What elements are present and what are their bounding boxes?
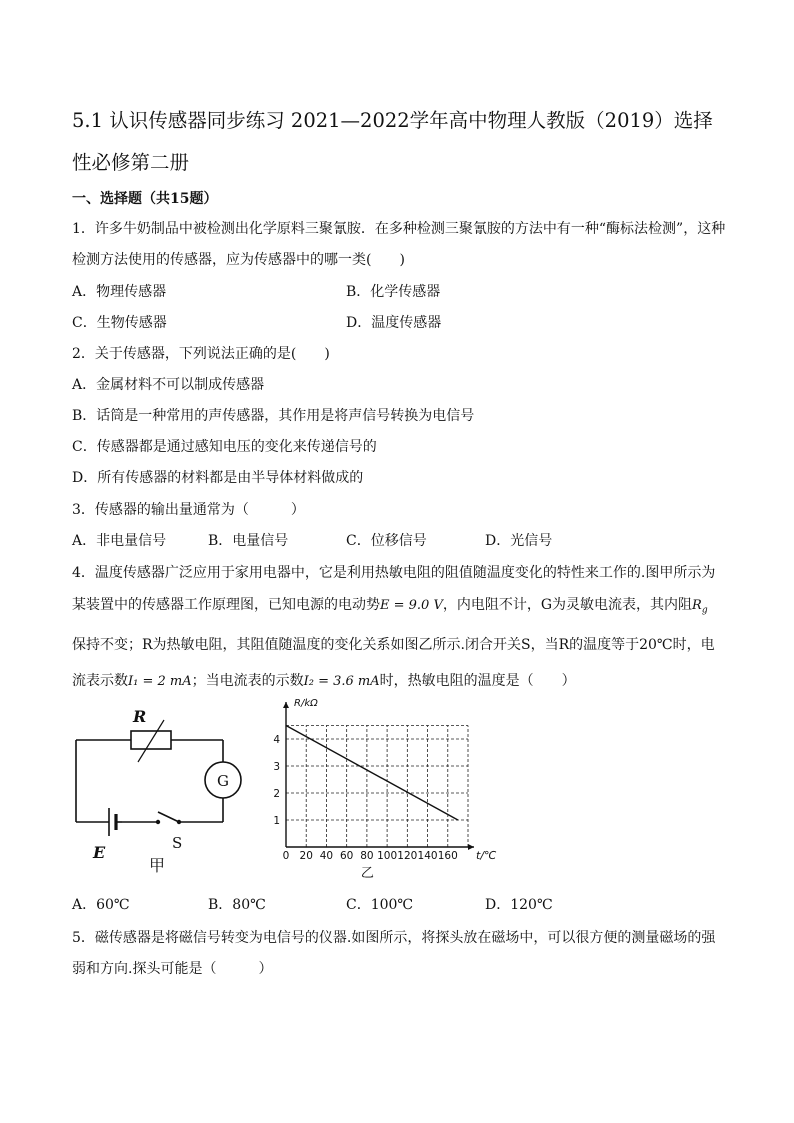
chart-caption: 乙	[360, 866, 374, 881]
section-heading: 一、选择题（共15题）	[72, 191, 218, 207]
question-4-text: 某装置中的传感器工作原理图，已知电源的电动势	[72, 597, 380, 613]
document-title: 5.1 认识传感器同步练习 2021—2022学年高中物理人教版（2019）选择性必修第二册	[72, 109, 713, 174]
question-1-option-c: C．生物传感器	[72, 315, 167, 331]
question-1-stem-line-1: 1．许多牛奶制品中被检测出化学原料三聚氰胺．在多种检测三聚氰胺的方法中有一种“酶标法检测”，这种	[72, 221, 726, 237]
question-2-option-a: A．金属材料不可以制成传感器	[72, 377, 265, 393]
resistance-temperature-chart	[268, 698, 497, 881]
galvanometer-label: G	[217, 772, 229, 790]
y-tick-label: 3	[273, 761, 280, 773]
question-4-stem-line-1: 4．温度传感器广泛应用于家用电器中，它是利用热敏电阻的阻值随温度变化的特性来工作的.图甲所示为	[72, 565, 716, 581]
resistance-subscript: g	[701, 605, 708, 616]
question-3-option-d: D．光信号	[485, 533, 553, 549]
switch-label: S	[172, 834, 183, 852]
question-4-option-b: B．80℃	[208, 897, 266, 913]
question-3-option-c: C．位移信号	[346, 533, 427, 549]
y-axis-title: R/kΩ	[294, 698, 318, 709]
question-3-stem: 3．传感器的输出量通常为（ ）	[72, 502, 305, 518]
question-1-option-d: D．温度传感器	[346, 315, 442, 331]
question-2-option-b: B．话筒是一种常用的声传感器，其作用是将声信号转换为电信号	[72, 408, 475, 424]
emf-value: E = 9.0 V	[380, 598, 443, 613]
question-4-stem-line-2	[72, 594, 708, 616]
question-4-stem-line-3: 保持不变；R为热敏电阻，其阻值随温度的变化关系如图乙所示.闭合开关S，当R的温度等于20℃时，电	[72, 637, 715, 653]
question-4-text: ，内电阻不计，G为灵敏电流表，其内阻	[442, 597, 693, 613]
x-axis-title: t/℃	[476, 849, 497, 862]
question-1-stem-line-2: 检测方法使用的传感器，应为传感器中的哪一类( )	[72, 252, 405, 268]
x-tick-label: 140	[417, 850, 438, 862]
x-tick-label: 80	[360, 850, 374, 862]
resistance-symbol: R	[692, 598, 702, 613]
question-4-option-a: A．60℃	[72, 897, 130, 913]
question-1-option-b: B．化学传感器	[346, 284, 441, 300]
question-4-text: 时，热敏电阻的温度是（ ）	[379, 673, 576, 689]
switch-contact	[156, 820, 160, 824]
question-2-option-d: D．所有传感器的材料都是由半导体材料做成的	[72, 470, 364, 486]
y-axis-arrow	[283, 702, 289, 708]
question-3-option-a: A．非电量信号	[72, 533, 167, 549]
x-tick-label: 40	[319, 850, 334, 862]
chart-marks	[273, 702, 474, 862]
question-5-stem-line-2: 弱和方向.探头可能是（ ）	[72, 961, 273, 977]
y-tick-label: 2	[273, 788, 280, 800]
chart-grid	[286, 726, 468, 848]
circuit-caption: 甲	[149, 856, 166, 875]
x-axis-arrow	[468, 844, 474, 850]
switch-blade	[158, 812, 179, 822]
question-4-text: ；当电流表的示数	[191, 673, 304, 689]
question-5-stem-line-1: 5．磁传感器是将磁信号转变为电信号的仪器.如图所示，将探头放在磁场中，可以很方便的测量磁场的强	[72, 930, 716, 946]
question-2-option-c: C．传感器都是通过感知电压的变化来传递信号的	[72, 439, 377, 455]
y-tick-label: 1	[273, 815, 280, 827]
x-tick-label: 20	[299, 850, 313, 862]
x-tick-label: 60	[339, 850, 354, 862]
emf-source-label: E	[93, 843, 106, 862]
current-i1-value: I₁ = 2 mA	[128, 674, 192, 689]
x-tick-label: 100	[377, 850, 398, 862]
question-4-option-d: D．120℃	[485, 897, 553, 913]
thermistor-slash	[138, 720, 164, 762]
resistor-label: R	[133, 707, 147, 726]
x-tick-label: 0	[282, 850, 290, 862]
question-4-stem-line-4	[72, 670, 576, 690]
x-tick-label: 120	[397, 850, 418, 862]
resistance-curve	[286, 726, 458, 821]
question-4-text: 流表示数	[72, 673, 128, 689]
question-4-option-c: C．100℃	[346, 897, 414, 913]
circuit-diagram	[66, 700, 256, 880]
current-i2-value: I₂ = 3.6 mA	[303, 674, 380, 689]
question-3-option-b: B．电量信号	[208, 533, 289, 549]
question-1-option-a: A．物理传感器	[72, 284, 167, 300]
galvanometer-resistance-symbol	[692, 598, 708, 616]
question-2-stem: 2．关于传感器，下列说法正确的是( )	[72, 346, 330, 362]
switch-contact	[177, 820, 181, 824]
x-tick-label: 160	[437, 850, 458, 862]
y-tick-label: 4	[273, 734, 280, 746]
